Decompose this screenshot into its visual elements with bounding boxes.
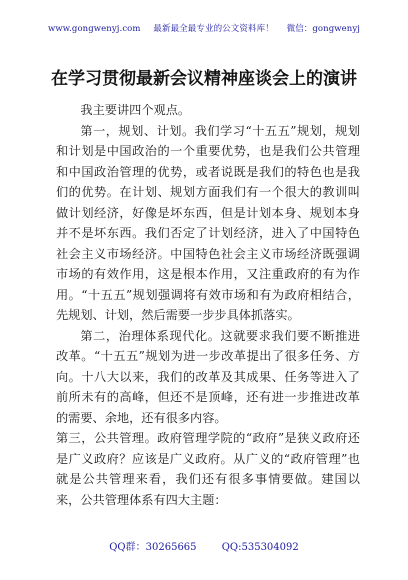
page-header	[0, 22, 408, 34]
paragraph-third-point: 第三，公共管理。政府管理学院的“政府”是狭义政府还是广义政府？应该是广义政府。从广义的“政府管理”也就是公共管理来看，我们还有很多事情要做。建国以来，公共管理体系有四大主题：	[56, 431, 360, 507]
footer-qq-group: QQ群：30265665	[109, 542, 197, 553]
paragraph-second-point: 第二，治理体系现代化。这就要求我们要不断推进改革。“十五五”规划为进一步改革提出了很多任务、方向。十八大以来，我们的改革及其成果、任务等进入了前所未有的高峰，但还不是顶峰，还有进一步推进改革的需要、余地，还有很多内容。	[56, 328, 360, 425]
paragraph-first-point: 第一，规划、计划。我们学习“十五五”规划，规划和计划是中国政治的一个重要优势，也是我们公共管理和中国政治管理的优势，或者说既是我们的特色也是我们的优势。在计划、规划方面我们有一个很大的教训叫做计划经济，好像是坏东西，但是计划本身、规划本身并不是坏东西。我们否定了计划经济，进入了中国特色社会主义市场经济。中国特色社会主义市场经济既强调市场的有效作用，这是根本作用，又注重政府的有为作用。“十五五”规划强调将有效市场和有为政府相结合，先规划、计划，然后需要一步步具体抓落实。	[56, 123, 360, 322]
header-site[interactable]: www.gongwenyj.com	[48, 24, 141, 34]
header-wechat: 微信：gongwenyj	[286, 24, 360, 34]
document-body	[56, 100, 360, 510]
document-title: 在学习贯彻最新会议精神座谈会上的演讲	[51, 69, 357, 89]
paragraph-intro: 我主要讲四个观点。	[80, 103, 191, 117]
header-slogan: 最新最全最专业的公文资料库！	[153, 24, 274, 34]
page-footer	[0, 538, 408, 553]
footer-qq: QQ:535304092	[221, 542, 299, 553]
